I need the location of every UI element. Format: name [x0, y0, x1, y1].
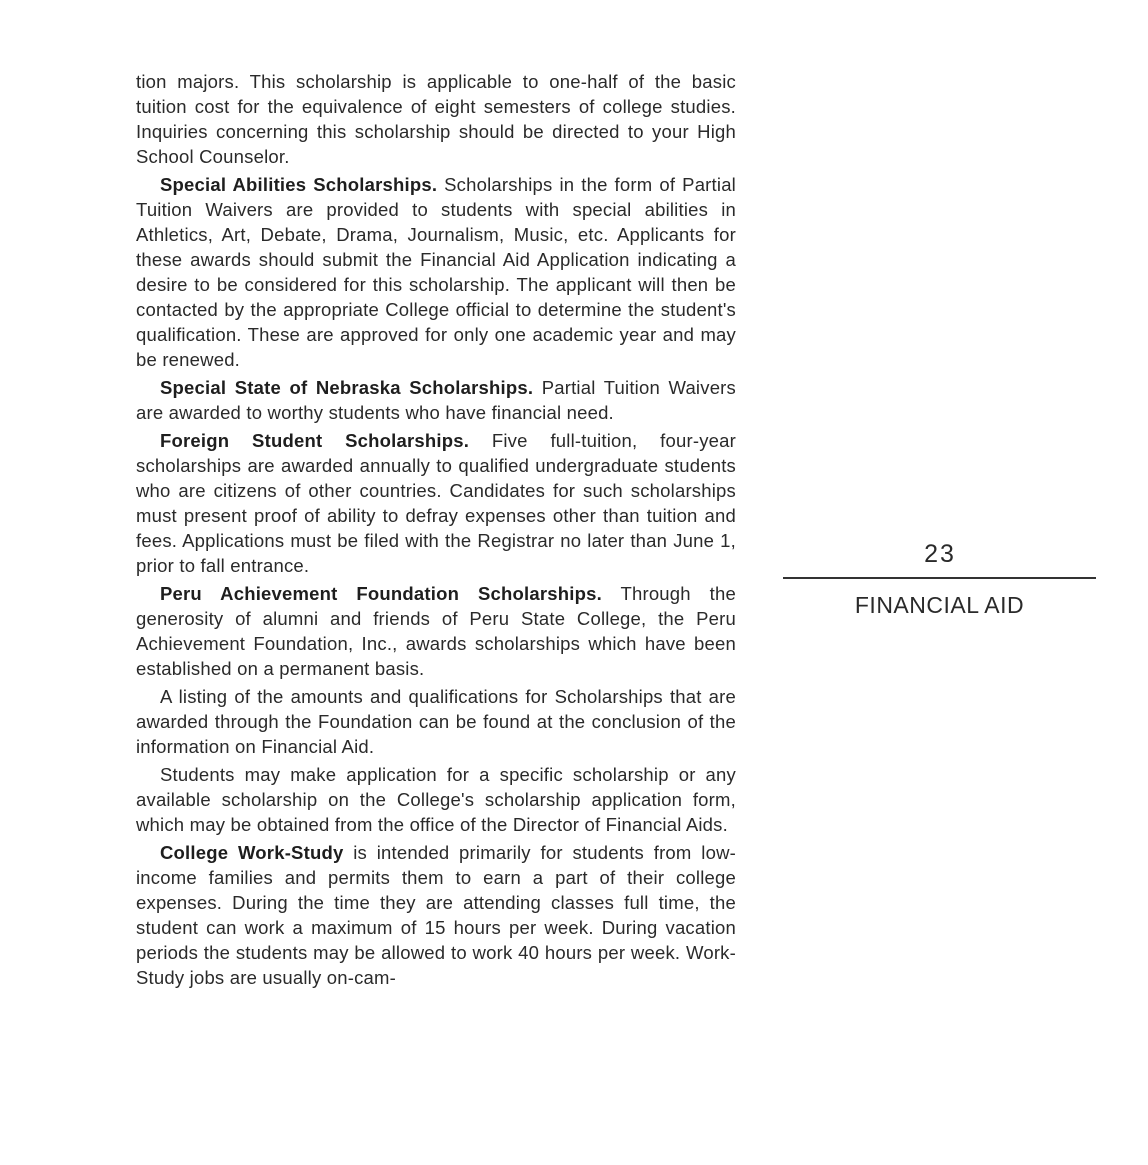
paragraph-lead: Special Abilities Scholarships. [160, 174, 438, 195]
paragraph-text: Five full-tuition, four-year scholarships are awarded annually to qualified undergraduate students who are citizens of other countries. Candidates for such scholarships must present proof of ability to defray expenses other than tuition and fees. Applications must be filed with the Registrar no later than June 1, prior to fall entrance. [136, 430, 737, 576]
paragraph-lead: Foreign Student Scholarships. [160, 430, 470, 451]
section-title: FINANCIAL AID [854, 592, 1025, 618]
body-text-column [136, 69, 736, 993]
paragraph-text: Students may make application for a specific scholarship or any available scholarship on the College's scholarship application form, which may be obtained from the office of the Director of Financial Aids. [136, 764, 736, 835]
paragraph [136, 581, 736, 681]
page-number: 23 [924, 540, 956, 568]
paragraph-text: tion majors. This scholarship is applicable to one-half of the basic tuition cost for the equivalence of eight semesters of college studies. Inquiries concerning this scholarship should be directed to your High School Counselor. [136, 71, 736, 167]
paragraph [136, 762, 736, 837]
paragraph-text: Partial Tuition Waivers are awarded to worthy students who have financial need. [136, 377, 736, 423]
paragraph-text: A listing of the amounts and qualifications for Scholarships that are awarded through the Foundation can be found at the conclusion of the information on Financial Aid. [136, 686, 736, 757]
paragraph-text: Scholarships in the form of Partial Tuition Waivers are provided to students with special abilities in Athletics, Art, Debate, Drama, Journalism, Music, etc. Applicants for these awards should submit the Financial Aid Application indicating a desire to be considered for this scholarship. The applicant will then be contacted by the appropriate College official to determine the student's qualification. These are approved for only one academic year and may be renewed. [136, 174, 736, 370]
paragraph-text: is intended primarily for students from low-income families and permits them to earn a part of their college expenses. During the time they are attending classes full time, the student can work a maximum of 15 hours per week. During vacation periods the students may be allowed to work 40 hours per week. Work-Study jobs are usually on-cam- [136, 842, 737, 988]
paragraph-lead: College Work-Study [160, 842, 344, 863]
paragraph [136, 172, 736, 372]
paragraph-lead: Special State of Nebraska Scholarships. [160, 377, 534, 398]
divider [783, 577, 1096, 579]
paragraph [136, 684, 736, 759]
paragraph-lead: Peru Achievement Foundation Scholarships. [160, 583, 602, 604]
paragraph-text: Through the generosity of alumni and friends of Peru State College, the Peru Achievement Foundation, Inc., awards scholarships which have been established on a permanent basis. [136, 583, 736, 679]
paragraph [136, 428, 736, 578]
paragraph [136, 840, 736, 990]
paragraph [136, 375, 736, 425]
paragraph [136, 69, 736, 169]
